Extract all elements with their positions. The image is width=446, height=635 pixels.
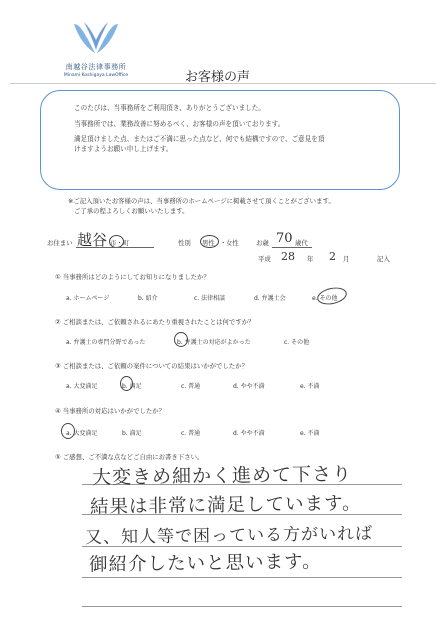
q2-option-a: a. 弁護士の専門分野であった [66,339,146,346]
intro-line: 当事務所では、業務改善に努めるべく、お客様の声を頂いております。 [74,119,285,128]
question-number: ① [55,273,61,281]
age-underline [272,246,312,248]
question-2-text [55,317,255,326]
publication-notice-2: ご了承の程よろしくお願いいたします。 [74,207,189,215]
q4-selected-circle [61,423,75,439]
date-month-unit: 月 [343,255,350,263]
q2-option-b: b. 弁護士の対応がよかった [177,339,251,346]
question-4-text [55,406,165,415]
date-year: 28 [281,250,295,263]
q3-option-d: d. やや不満 [233,383,265,390]
comment-line: 又、知人等で困っている方がいれば [84,523,374,549]
gender-separator: ・ [220,239,227,247]
q1-option-d: d. 弁護士会 [254,295,286,302]
date-year-unit: 年 [307,255,314,263]
page-title: お客様の声 [185,70,251,85]
comment-line: 結果は非常に満足しています。 [89,493,362,518]
question-3-text [55,361,248,370]
q4-option-a: a. 大変満足 [66,430,98,437]
gender-selected-circle [200,235,219,248]
address-value: 越谷 [77,231,108,249]
intro-line: このたびは、当事務所をご利用頂き、ありがとうございました。 [74,104,265,112]
age-value: 70 [276,231,293,246]
comment-line: 大変きめ細かく進めて下さり [91,463,353,489]
q3-option-a: a. 大変満足 [66,383,98,390]
q3-selected-circle [120,376,133,391]
q3-option-c: c. 普通 [181,383,201,390]
q1-option-c: c. 法律相談 [194,295,226,302]
q2-selected-circle [174,332,188,347]
comment-rule [82,606,402,607]
address-underline [76,246,154,248]
comment-line: 御紹介したいと思います。 [88,551,322,576]
q4-option-e: e. 不満 [300,430,320,437]
question-text: ご相談または、ご依頼されるにあたり重視されたことは何ですか？ [62,318,255,326]
comment-rule [82,577,402,578]
q4-option-b: b. 満足 [122,430,142,437]
question-text: ご感想、ご不満な点などご自由にお書き下さい。 [62,453,204,461]
publication-notice: ※ご記入頂いたお客様の声は、当事務所のホームページに掲載させて頂くことがございます。 [68,197,335,205]
q4-option-d: d. やや不満 [233,430,265,437]
q2-option-c: c. その他 [284,339,310,346]
question-5-text [55,452,203,461]
address-label: お住まい [47,239,73,247]
question-text: 当事務所はどのようにしてお知りになりましたか？ [62,273,210,281]
intro-line: 満足頂けました点、またはご不満に思った点など、何でも結構ですので、ご意見を頂 [74,135,325,143]
date-month: 2 [329,250,336,263]
q1-option-e: e. その他 [312,295,338,302]
age-suffix: 歳代 [295,239,308,247]
date-era: 平成 [258,255,271,263]
gender-option-male: 男性 [202,239,215,247]
question-text: 当事務所の対応はいかがでしたか？ [62,407,166,415]
intro-box [40,90,400,190]
address-suffix: 市・町 [110,239,130,247]
question-number: ④ [55,407,61,415]
firm-logo-icon [66,20,126,60]
question-number: ⑤ [55,453,61,461]
question-text: ご相談または、ご依頼の案件についての結果はいかがでしたか？ [62,362,248,370]
gender-option-female: 女性 [226,239,239,247]
firm-name-jp: 南越谷法律事務所 [65,63,127,71]
question-number: ② [55,318,61,326]
q3-option-b: b. 満足 [122,383,142,390]
gender-label: 性別 [178,239,191,247]
q1-selected-circle [316,285,349,307]
firm-name-en: Minami Koshigaya LawOffice [63,73,129,78]
q1-option-b: b. 紹介 [138,295,158,302]
date-filled-label: 記入 [377,255,390,263]
q3-option-e: e. 不満 [300,383,320,390]
intro-line: けますようお願い申し上げます。 [74,144,173,153]
question-number: ③ [55,362,61,370]
age-label: お歳 [256,239,269,247]
title-divider [10,83,436,84]
q1-option-a: a. ホームページ [66,295,110,302]
q4-option-c: c. 普通 [181,430,201,437]
question-1-text [55,272,210,281]
